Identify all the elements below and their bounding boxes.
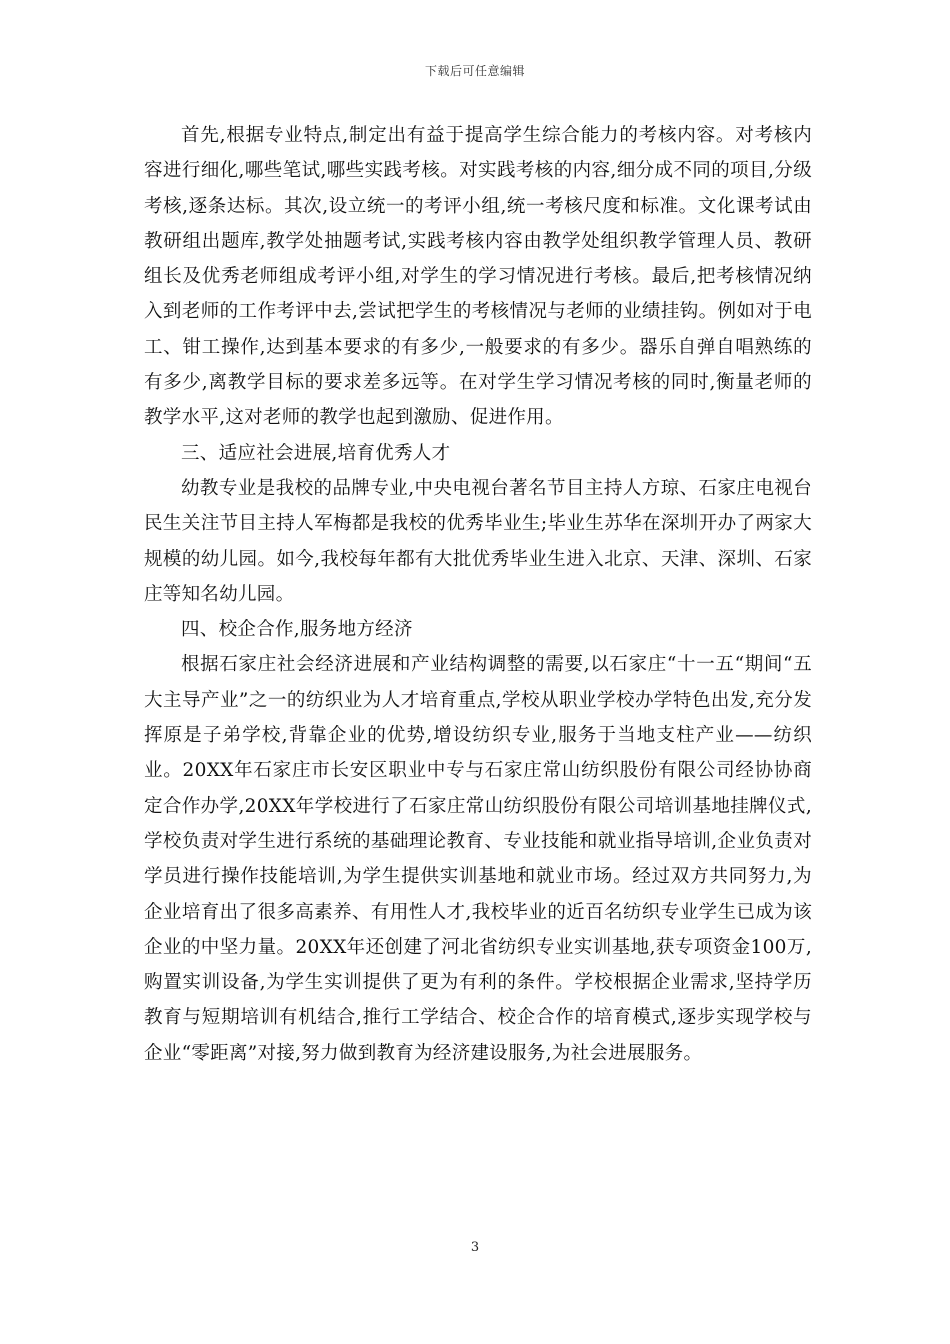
section-heading-three: 三、适应社会进展,培育优秀人才 (181, 442, 451, 464)
document-body (144, 118, 812, 1071)
paragraph-assessment: 首先,根据专业特点,制定出有益于提高学生综合能力的考核内容。对考核内容进行细化,哪些笔试,哪些实践考核。对实践考核的内容,细分成不同的项目,分级考核,逐条达标。其次,设立统一的考评小组,统一考核尺度和标准。文化课考试由教研组出题库,教学处抽题考试,实践考核内容由教学处组织教学管理人员、教研组长及优秀老师组成考评小组,对学生的学习情况进行考核。最后,把考核情况纳入到老师的工作考评中去,尝试把学生的考核情况与老师的业绩挂钩。例如对于电工、钳工操作,达到基本要求的有多少,一般要求的有多少。器乐自弹自唱熟练的有多少,离教学目标的要求差多远等。在对学生学习情况考核的同时,衡量老师的教学水平,这对老师的教学也起到激励、促进作用。 (144, 125, 812, 429)
page-header: 下载后可任意编辑 (424, 64, 525, 78)
paragraph-preschool-education: 幼教专业是我校的品牌专业,中央电视台著名节目主持人方琼、石家庄电视台民生关注节目主持人军梅都是我校的优秀毕业生;毕业生苏华在深圳开办了两家大规模的幼儿园。如今,我校每年都有大批优秀毕业生进入北京、天津、深圳、石家庄等知名幼儿园。 (144, 477, 812, 605)
paragraph-school-enterprise-cooperation: 根据石家庄社会经济进展和产业结构调整的需要,以石家庄“十一五“期间“五大主导产业”之一的纺织业为人才培育重点,学校从职业学校办学特色出发,充分发挥原是子弟学校,背靠企业的优势,增设纺织专业,服务于当地支柱产业——纺织业。20XX年石家庄市长安区职业中专与石家庄常山纺织股份有限公司经协协商定合作办学,20XX年学校进行了石家庄常山纺织股份有限公司培训基地挂牌仪式,学校负责对学生进行系统的基础理论教育、专业技能和就业指导培训,企业负责对学员进行操作技能培训,为学生提供实训基地和就业市场。经过双方共同努力,为企业培育出了很多高素养、有用性人才,我校毕业的近百名纺织专业学生已成为该企业的中坚力量。20XX年还创建了河北省纺织专业实训基地,获专项资金100万,购置实训设备,为学生实训提供了更为有利的条件。学校根据企业需求,坚持学历教育与短期培训有机结合,推行工学结合、校企合作的培育模式,逐步实现学校与企业“零距离”对接,努力做到教育为经济建设服务,为社会进展服务。 (144, 654, 812, 1064)
page-number: 3 (470, 1240, 480, 1255)
section-heading-four: 四、校企合作,服务地方经济 (181, 619, 413, 641)
